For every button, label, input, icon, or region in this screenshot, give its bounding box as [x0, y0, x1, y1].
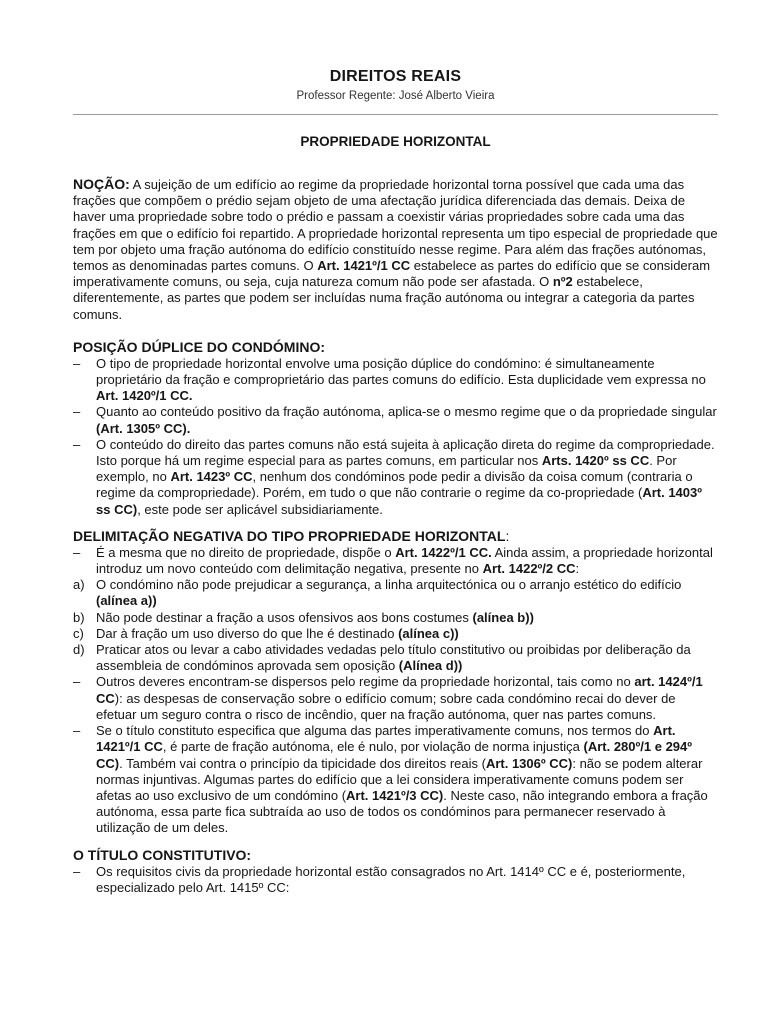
delimitacao-list: [73, 545, 718, 837]
list-item: – Se o título constituto especifica que alguma das partes imperativamente comuns, nos termos do Art. 1421º/1 CC, é parte de fração autónoma, ele é nulo, por violação de norma injustiça (Art. 280º/1 e 294º CC). Também vai contra o princípio da tipicidade dos direitos reais (Art. 1306º CC): não se podem alterar normas injuntivas. Algumas partes do edifício que a lei considera imperativamente comuns podem ser afetas ao uso exclusivo de um condómino (Art. 1421º/3 CC). Neste caso, não integrando embora a fração autónoma, essa parte fica subtraída ao uso de todos os condóminos para permanecer reservado à utilização de um deles.: [73, 723, 708, 836]
list-item: c) Dar à fração um uso diverso do que lhe é destinado (alínea c)): [73, 625, 459, 641]
posicao-heading: POSIÇÃO DÚPLICE DO CONDÓMINO:: [73, 338, 326, 355]
header-divider: [73, 114, 718, 115]
nocao-heading: NOÇÃO:: [73, 176, 130, 192]
document-title: DIREITOS REAIS: [329, 68, 462, 85]
dash-marker: –: [73, 863, 81, 879]
list-item: – Os requisitos civis da propriedade horizontal estão consagrados no Art. 1414º CC e é, posteriormente, especializado pelo Art. 1415º CC:: [73, 863, 686, 895]
alpha-marker: c): [73, 625, 84, 641]
dash-marker: –: [73, 723, 81, 739]
titulo-list: [73, 864, 718, 896]
alpha-marker: b): [73, 609, 85, 625]
list-item: d) Praticar atos ou levar a cabo atividades vedadas pelo título constitutivo ou proibidas por deliberação da assembleia de condóminos aprovada sem oposição (Alínea d)): [73, 642, 691, 674]
list-item: a) O condómino não pode prejudicar a segurança, a linha arquitectónica ou o arranjo estético do edifício (alínea a)): [73, 577, 682, 609]
alpha-marker: a): [73, 577, 85, 593]
list-item: – Outros deveres encontram-se dispersos pelo regime da propriedade horizontal, tais como no art. 1424º/1 CC): as despesas de conservação sobre o edifício comum; sobre cada condómino recai do dever de efetuar um seguro contra o risco de incêndio, quer na fração autónoma, quer nas partes comuns.: [73, 674, 703, 722]
dash-marker: –: [73, 355, 81, 371]
list-item: – É a mesma que no direito de propriedade, dispõe o Art. 1422º/1 CC. Ainda assim, a propriedade horizontal introduz um novo conteúdo com delimitação negativa, presente no Art. 1422º/2 CC:: [73, 544, 713, 577]
list-item: – O conteúdo do direito das partes comuns não está sujeita à aplicação direta do regime da compropriedade. Isto porque há um regime especial para as partes comuns, em particular nos Arts. 1420º ss CC. Por exemplo, no Art. 1423º CC, nenhum dos condóminos pode pedir a divisão da coisa comum (contraria o regime da compropriedade). Porém, em tudo o que não contrarie o regime da co-propriedade (Art. 1403º ss CC), este pode ser aplicável subsidiariamente.: [73, 436, 715, 517]
titulo-heading: O TÍTULO CONSTITUTIVO:: [73, 846, 252, 863]
document-subtitle: Professor Regente: José Alberto Vieira: [296, 90, 495, 102]
dash-marker: –: [73, 674, 81, 690]
dash-marker: –: [73, 544, 81, 560]
dash-marker: –: [73, 436, 81, 452]
posicao-list: [73, 356, 718, 518]
section-title: PROPRIEDADE HORIZONTAL: [300, 134, 491, 149]
dash-marker: –: [73, 404, 81, 420]
delimitacao-heading: DELIMITAÇÃO NEGATIVA DO TIPO PROPRIEDADE HORIZONTAL:: [73, 527, 510, 544]
nocao-paragraph: NOÇÃO: A sujeição de um edifício ao regime da propriedade horizontal torna possível que cada uma das frações que compõem o prédio sejam objeto de uma afectação jurídica diferenciada das demais. Deixa de haver uma propriedade sobre todo o prédio e passam a coexistir várias propriedades sobre cada uma das frações em que o edifício foi repartido. A propriedade horizontal representa um tipo especial de propriedade que tem por objeto uma fração autónoma do edifício constituído nesse regime. Para além das frações autónomas, temos as denominadas partes comuns. O Art. 1421º/1 CC estabelece as partes do edifício que se consideram imperativamente comuns, ou seja, cuja natureza comum não pode ser afastada. O nº2 estabelece, diferentemente, as partes que podem ser incluídas numa fração autónoma ou integrar a categoria da partes comuns.: [73, 176, 718, 322]
list-item: – O tipo de propriedade horizontal envolve uma posição dúplice do condómino: é simultaneamente proprietário da fração e comproprietário das partes comuns do edifício. Esta duplicidade vem expressa no Art. 1420º/1 CC.: [73, 355, 706, 404]
list-item: – Quanto ao conteúdo positivo da fração autónoma, aplica-se o mesmo regime que o da propriedade singular (Art. 1305º CC).: [73, 404, 717, 436]
list-item: b) Não pode destinar a fração a usos ofensivos aos bons costumes (alínea b)): [73, 609, 534, 625]
alpha-marker: d): [73, 642, 85, 658]
